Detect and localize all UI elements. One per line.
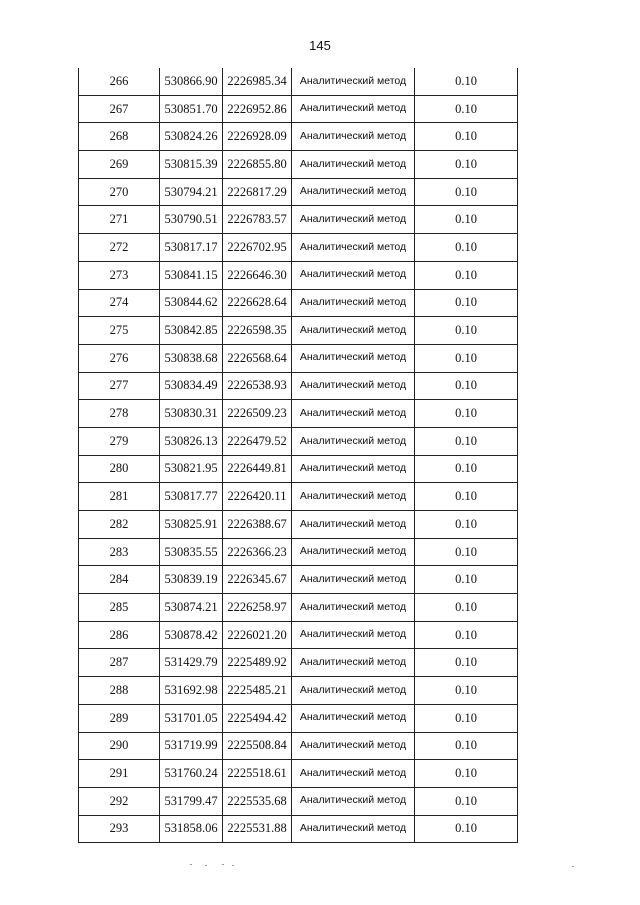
- x-coordinate-cell: 530842.85: [160, 317, 223, 345]
- table-row: [79, 317, 518, 345]
- method-cell: Аналитический метод: [292, 289, 415, 317]
- y-coordinate-cell: 2225531.88: [223, 815, 292, 843]
- x-coordinate-cell: 531799.47: [160, 787, 223, 815]
- x-coordinate-cell: 530841.15: [160, 261, 223, 289]
- x-coordinate-cell: 530815.39: [160, 151, 223, 179]
- method-cell: Аналитический метод: [292, 704, 415, 732]
- method-cell: Аналитический метод: [292, 787, 415, 815]
- x-coordinate-cell: 530817.17: [160, 234, 223, 262]
- scan-artifacts: [0, 860, 640, 905]
- x-coordinate-cell: 530826.13: [160, 427, 223, 455]
- method-cell: Аналитический метод: [292, 317, 415, 345]
- table-body: [79, 68, 518, 843]
- accuracy-cell: 0.10: [415, 566, 518, 594]
- y-coordinate-cell: 2226509.23: [223, 400, 292, 428]
- method-cell: Аналитический метод: [292, 760, 415, 788]
- scan-speck: [232, 865, 234, 866]
- point-number-cell: 272: [79, 234, 160, 262]
- point-number-cell: 286: [79, 621, 160, 649]
- point-number-cell: 288: [79, 677, 160, 705]
- y-coordinate-cell: 2226646.30: [223, 261, 292, 289]
- point-number-cell: 270: [79, 178, 160, 206]
- table-row: [79, 649, 518, 677]
- point-number-cell: 281: [79, 483, 160, 511]
- table-row: [79, 815, 518, 843]
- y-coordinate-cell: 2225535.68: [223, 787, 292, 815]
- point-number-cell: 291: [79, 760, 160, 788]
- point-number-cell: 275: [79, 317, 160, 345]
- x-coordinate-cell: 530824.26: [160, 123, 223, 151]
- method-cell: Аналитический метод: [292, 566, 415, 594]
- x-coordinate-cell: 531858.06: [160, 815, 223, 843]
- accuracy-cell: 0.10: [415, 68, 518, 95]
- y-coordinate-cell: 2225489.92: [223, 649, 292, 677]
- method-cell: Аналитический метод: [292, 594, 415, 622]
- x-coordinate-cell: 531719.99: [160, 732, 223, 760]
- table-row: [79, 400, 518, 428]
- scan-speck: [190, 864, 192, 865]
- table-row: [79, 732, 518, 760]
- y-coordinate-cell: 2226021.20: [223, 621, 292, 649]
- point-number-cell: 285: [79, 594, 160, 622]
- y-coordinate-cell: 2226817.29: [223, 178, 292, 206]
- method-cell: Аналитический метод: [292, 649, 415, 677]
- method-cell: Аналитический метод: [292, 151, 415, 179]
- table-row: [79, 372, 518, 400]
- table-row: [79, 538, 518, 566]
- y-coordinate-cell: 2226855.80: [223, 151, 292, 179]
- y-coordinate-cell: 2225518.61: [223, 760, 292, 788]
- method-cell: Аналитический метод: [292, 455, 415, 483]
- table-row: [79, 261, 518, 289]
- y-coordinate-cell: 2226952.86: [223, 95, 292, 123]
- method-cell: Аналитический метод: [292, 372, 415, 400]
- table-row: [79, 123, 518, 151]
- table-row: [79, 566, 518, 594]
- scan-speck: [205, 865, 207, 866]
- y-coordinate-cell: 2226928.09: [223, 123, 292, 151]
- coordinates-table-container: [78, 68, 512, 843]
- point-number-cell: 287: [79, 649, 160, 677]
- table-row: [79, 483, 518, 511]
- x-coordinate-cell: 530851.70: [160, 95, 223, 123]
- y-coordinate-cell: 2226568.64: [223, 344, 292, 372]
- accuracy-cell: 0.10: [415, 95, 518, 123]
- method-cell: Аналитический метод: [292, 677, 415, 705]
- method-cell: Аналитический метод: [292, 261, 415, 289]
- point-number-cell: 274: [79, 289, 160, 317]
- y-coordinate-cell: 2226538.93: [223, 372, 292, 400]
- method-cell: Аналитический метод: [292, 427, 415, 455]
- x-coordinate-cell: 530874.21: [160, 594, 223, 622]
- accuracy-cell: 0.10: [415, 483, 518, 511]
- accuracy-cell: 0.10: [415, 427, 518, 455]
- accuracy-cell: 0.10: [415, 511, 518, 539]
- table-row: [79, 68, 518, 95]
- table-row: [79, 455, 518, 483]
- point-number-cell: 271: [79, 206, 160, 234]
- x-coordinate-cell: 530878.42: [160, 621, 223, 649]
- point-number-cell: 282: [79, 511, 160, 539]
- x-coordinate-cell: 530790.51: [160, 206, 223, 234]
- method-cell: Аналитический метод: [292, 732, 415, 760]
- method-cell: Аналитический метод: [292, 234, 415, 262]
- method-cell: Аналитический метод: [292, 123, 415, 151]
- y-coordinate-cell: 2225508.84: [223, 732, 292, 760]
- accuracy-cell: 0.10: [415, 677, 518, 705]
- accuracy-cell: 0.10: [415, 815, 518, 843]
- y-coordinate-cell: 2226420.11: [223, 483, 292, 511]
- x-coordinate-cell: 530839.19: [160, 566, 223, 594]
- y-coordinate-cell: 2226985.34: [223, 68, 292, 95]
- method-cell: Аналитический метод: [292, 483, 415, 511]
- point-number-cell: 289: [79, 704, 160, 732]
- point-number-cell: 273: [79, 261, 160, 289]
- point-number-cell: 276: [79, 344, 160, 372]
- accuracy-cell: 0.10: [415, 372, 518, 400]
- method-cell: Аналитический метод: [292, 344, 415, 372]
- method-cell: Аналитический метод: [292, 400, 415, 428]
- table-row: [79, 511, 518, 539]
- scan-speck: [222, 864, 224, 865]
- y-coordinate-cell: 2226479.52: [223, 427, 292, 455]
- point-number-cell: 277: [79, 372, 160, 400]
- point-number-cell: 269: [79, 151, 160, 179]
- y-coordinate-cell: 2226258.97: [223, 594, 292, 622]
- x-coordinate-cell: 530834.49: [160, 372, 223, 400]
- point-number-cell: 267: [79, 95, 160, 123]
- accuracy-cell: 0.10: [415, 760, 518, 788]
- accuracy-cell: 0.10: [415, 206, 518, 234]
- point-number-cell: 284: [79, 566, 160, 594]
- method-cell: Аналитический метод: [292, 95, 415, 123]
- coordinates-table: [78, 68, 518, 843]
- y-coordinate-cell: 2226628.64: [223, 289, 292, 317]
- accuracy-cell: 0.10: [415, 732, 518, 760]
- x-coordinate-cell: 530866.90: [160, 68, 223, 95]
- x-coordinate-cell: 531429.79: [160, 649, 223, 677]
- accuracy-cell: 0.10: [415, 261, 518, 289]
- accuracy-cell: 0.10: [415, 344, 518, 372]
- point-number-cell: 293: [79, 815, 160, 843]
- table-row: [79, 787, 518, 815]
- accuracy-cell: 0.10: [415, 234, 518, 262]
- accuracy-cell: 0.10: [415, 538, 518, 566]
- accuracy-cell: 0.10: [415, 455, 518, 483]
- x-coordinate-cell: 530835.55: [160, 538, 223, 566]
- x-coordinate-cell: 531692.98: [160, 677, 223, 705]
- table-row: [79, 621, 518, 649]
- method-cell: Аналитический метод: [292, 68, 415, 95]
- page-number: 145: [309, 38, 331, 53]
- point-number-cell: 278: [79, 400, 160, 428]
- accuracy-cell: 0.10: [415, 178, 518, 206]
- y-coordinate-cell: 2226783.57: [223, 206, 292, 234]
- accuracy-cell: 0.10: [415, 649, 518, 677]
- y-coordinate-cell: 2226702.95: [223, 234, 292, 262]
- x-coordinate-cell: 531701.05: [160, 704, 223, 732]
- accuracy-cell: 0.10: [415, 621, 518, 649]
- scan-speck: [572, 866, 574, 867]
- table-row: [79, 760, 518, 788]
- method-cell: Аналитический метод: [292, 538, 415, 566]
- x-coordinate-cell: 530830.31: [160, 400, 223, 428]
- point-number-cell: 280: [79, 455, 160, 483]
- table-row: [79, 95, 518, 123]
- x-coordinate-cell: 530838.68: [160, 344, 223, 372]
- x-coordinate-cell: 530794.21: [160, 178, 223, 206]
- x-coordinate-cell: 531760.24: [160, 760, 223, 788]
- point-number-cell: 283: [79, 538, 160, 566]
- x-coordinate-cell: 530825.91: [160, 511, 223, 539]
- accuracy-cell: 0.10: [415, 594, 518, 622]
- table-row: [79, 151, 518, 179]
- table-row: [79, 704, 518, 732]
- x-coordinate-cell: 530844.62: [160, 289, 223, 317]
- table-row: [79, 594, 518, 622]
- table-row: [79, 289, 518, 317]
- table-row: [79, 206, 518, 234]
- table-row: [79, 344, 518, 372]
- point-number-cell: 279: [79, 427, 160, 455]
- y-coordinate-cell: 2226366.23: [223, 538, 292, 566]
- accuracy-cell: 0.10: [415, 704, 518, 732]
- table-row: [79, 677, 518, 705]
- y-coordinate-cell: 2225485.21: [223, 677, 292, 705]
- point-number-cell: 268: [79, 123, 160, 151]
- x-coordinate-cell: 530821.95: [160, 455, 223, 483]
- method-cell: Аналитический метод: [292, 815, 415, 843]
- table-row: [79, 427, 518, 455]
- point-number-cell: 292: [79, 787, 160, 815]
- method-cell: Аналитический метод: [292, 178, 415, 206]
- accuracy-cell: 0.10: [415, 123, 518, 151]
- method-cell: Аналитический метод: [292, 511, 415, 539]
- point-number-cell: 266: [79, 68, 160, 95]
- accuracy-cell: 0.10: [415, 400, 518, 428]
- method-cell: Аналитический метод: [292, 206, 415, 234]
- accuracy-cell: 0.10: [415, 317, 518, 345]
- accuracy-cell: 0.10: [415, 289, 518, 317]
- x-coordinate-cell: 530817.77: [160, 483, 223, 511]
- accuracy-cell: 0.10: [415, 787, 518, 815]
- point-number-cell: 290: [79, 732, 160, 760]
- method-cell: Аналитический метод: [292, 621, 415, 649]
- table-row: [79, 234, 518, 262]
- y-coordinate-cell: 2226598.35: [223, 317, 292, 345]
- y-coordinate-cell: 2225494.42: [223, 704, 292, 732]
- y-coordinate-cell: 2226345.67: [223, 566, 292, 594]
- y-coordinate-cell: 2226449.81: [223, 455, 292, 483]
- accuracy-cell: 0.10: [415, 151, 518, 179]
- table-row: [79, 178, 518, 206]
- y-coordinate-cell: 2226388.67: [223, 511, 292, 539]
